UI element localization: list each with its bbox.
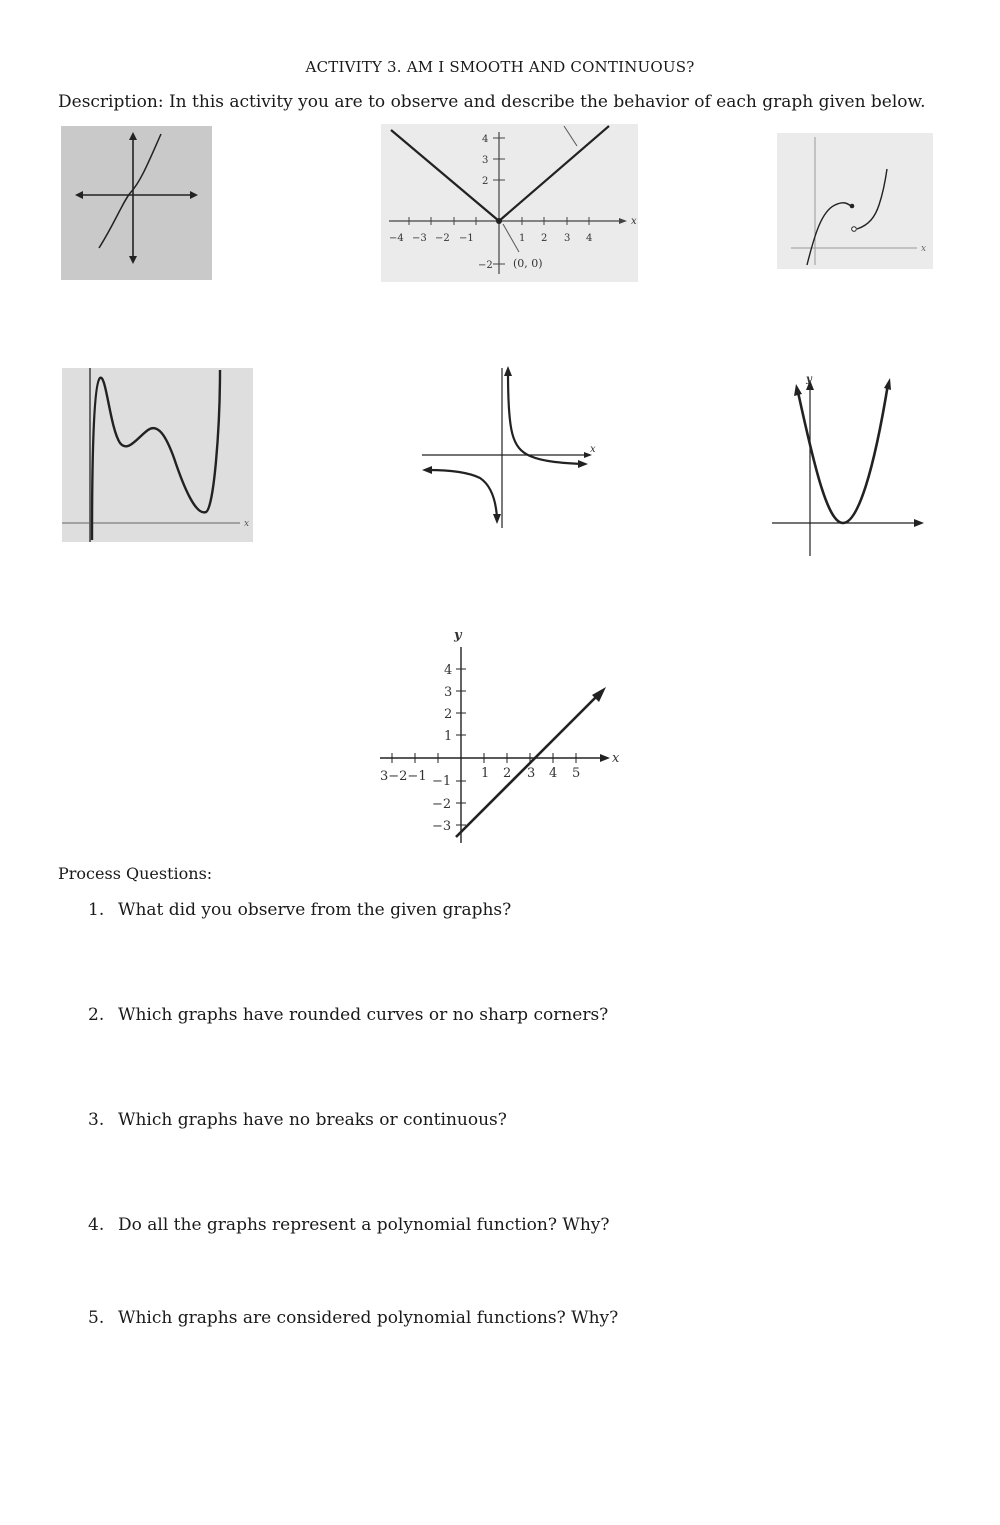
- x-tick-label: 3: [527, 766, 536, 781]
- question-text: Which graphs have rounded curves or no sharp corners?: [118, 1005, 609, 1025]
- y-axis-label: y: [806, 374, 812, 385]
- question-text: Which graphs have no breaks or continuous?: [118, 1110, 507, 1130]
- page-title: ACTIVITY 3. AM I SMOOTH AND CONTINUOUS?: [305, 58, 695, 76]
- x-tick-label: 2: [503, 766, 512, 781]
- v-shape-line: [391, 126, 609, 221]
- y-tick-label: −3: [432, 819, 452, 834]
- x-tick-label: −1: [459, 233, 474, 244]
- y-tick-label: 4: [444, 663, 453, 678]
- cubic-graph: [61, 126, 212, 280]
- x-axis-left-arrow: [75, 191, 83, 199]
- question-text: Which graphs are considered polynomial functions? Why?: [118, 1308, 619, 1328]
- question-item: [88, 1005, 608, 1025]
- left-curve-segment: [807, 203, 851, 265]
- x-axis-label: x: [244, 519, 250, 529]
- y-axis-up-arrow: [129, 132, 137, 140]
- x-tick-label: −3: [412, 233, 427, 244]
- x-tick-label: 5: [572, 766, 581, 781]
- question-item: [88, 1308, 618, 1328]
- parabola-svg: [770, 370, 930, 560]
- hyperbola-svg: [418, 362, 608, 530]
- vertex-point: [496, 218, 502, 224]
- y-tick-label: −2: [478, 260, 493, 271]
- absolute-value-svg: [381, 124, 638, 282]
- question-number: 5.: [88, 1308, 105, 1328]
- x-axis-label: x: [921, 244, 927, 254]
- cubic-graph-svg: [61, 126, 212, 280]
- x-axis-arrow: [619, 218, 627, 224]
- lower-branch-arrow: [493, 514, 501, 524]
- y-axis-down-arrow: [129, 256, 137, 264]
- discontinuous-curve-svg: [777, 133, 933, 269]
- y-tick-label: −2: [432, 797, 452, 812]
- question-text: Do all the graphs represent a polynomial function? Why?: [118, 1215, 610, 1235]
- x-tick-label: 1: [481, 766, 490, 781]
- x-axis-arrow: [914, 519, 924, 527]
- x-tick-label: −4: [389, 233, 404, 244]
- x-tick-label: 4: [549, 766, 558, 781]
- upper-branch-arrow: [504, 366, 512, 376]
- left-branch-arrow: [422, 466, 432, 474]
- y-tick-label: 1: [444, 729, 453, 744]
- process-questions-heading: Process Questions:: [58, 864, 213, 883]
- x-axis-label: x: [631, 216, 637, 227]
- pointer-line: [564, 126, 577, 146]
- left-arm-arrow: [794, 384, 802, 396]
- right-branch-arrow: [578, 460, 588, 468]
- y-axis-label: y: [454, 628, 462, 643]
- vertex-pointer: [503, 224, 519, 252]
- wave-curve: [92, 370, 220, 540]
- polynomial-wave-svg: [62, 368, 253, 542]
- closed-endpoint: [850, 204, 855, 209]
- right-arm-arrow: [884, 378, 891, 390]
- question-item: [88, 1215, 610, 1235]
- y-tick-label: 2: [444, 707, 453, 722]
- x-axis-right-arrow: [190, 191, 198, 199]
- x-tick-label: 2: [541, 233, 548, 244]
- polynomial-wave-graph: [62, 368, 253, 542]
- discontinuous-curve-graph: [777, 133, 933, 269]
- x-axis-label: x: [612, 751, 620, 766]
- x-tick-label: 1: [519, 233, 526, 244]
- y-tick-label: −1: [432, 774, 452, 789]
- y-tick-label: 2: [482, 176, 489, 187]
- x-tick-label: −2: [435, 233, 450, 244]
- x-tick-label: 3: [564, 233, 571, 244]
- parabola-graph: [770, 370, 930, 560]
- cubic-curve: [99, 134, 161, 248]
- linear-graph: [370, 625, 630, 847]
- question-number: 1.: [88, 900, 105, 920]
- right-curve-segment: [857, 169, 887, 229]
- vertex-label: (0, 0): [513, 257, 543, 270]
- description: Description: In this activity you are to observe and describe the behavior of each graph given below.: [58, 92, 926, 112]
- y-tick-label: 4: [482, 134, 489, 145]
- question-item: [88, 1110, 507, 1130]
- question-number: 3.: [88, 1110, 105, 1130]
- y-tick-label: 3: [482, 155, 489, 166]
- x-tick-label: 4: [586, 233, 593, 244]
- question-number: 2.: [88, 1005, 105, 1025]
- x-axis-label: x: [590, 444, 596, 455]
- linear-svg: [370, 625, 630, 847]
- question-item: [88, 900, 511, 920]
- y-tick-label: 3: [444, 685, 453, 700]
- upper-right-branch: [508, 372, 582, 464]
- parabola-curve: [798, 384, 888, 523]
- lower-left-branch: [428, 470, 497, 518]
- x-axis-arrow: [600, 754, 610, 762]
- x-tick-labels-negative: 3−2−1: [380, 769, 427, 784]
- hyperbola-graph: [418, 362, 608, 530]
- open-endpoint: [852, 227, 857, 232]
- question-text: What did you observe from the given graphs?: [118, 900, 512, 920]
- absolute-value-graph: [381, 124, 638, 282]
- question-number: 4.: [88, 1215, 105, 1235]
